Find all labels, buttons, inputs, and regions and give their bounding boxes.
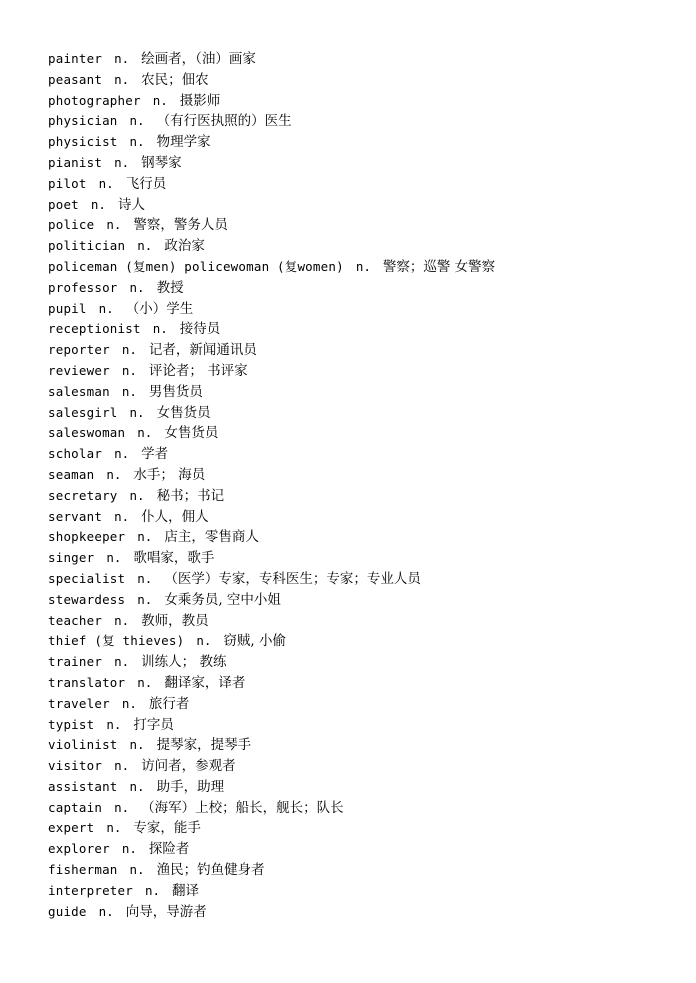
- entry-meaning: 窃贼, 小偷: [223, 633, 286, 650]
- entry-word: pilot: [48, 175, 87, 191]
- entry-pos: n.: [106, 466, 122, 482]
- entry-meaning: 打字员: [133, 716, 174, 733]
- vocab-entry: [48, 902, 668, 923]
- entry-pos: n.: [121, 383, 137, 399]
- entry-meaning: 翻译: [172, 882, 200, 899]
- entry-word: guide: [48, 903, 87, 919]
- entry-meaning: 训练人； 教练: [141, 654, 227, 671]
- entry-pos: n.: [137, 238, 153, 254]
- entry-pos: n.: [196, 633, 212, 649]
- entry-pos: n.: [114, 654, 130, 670]
- vocab-entry: [48, 798, 668, 819]
- entry-meaning: 学者: [141, 446, 169, 463]
- entry-pos: n.: [106, 820, 122, 836]
- entry-meaning: 助手，助理: [156, 778, 225, 795]
- entry-meaning: 歌唱家，歌手: [133, 550, 215, 567]
- entry-meaning: 水手； 海员: [133, 466, 206, 483]
- entry-meaning: 专家，能手: [133, 820, 201, 837]
- entry-meaning: 政治家: [164, 238, 205, 255]
- entry-meaning: 绘画者，（油）画家: [141, 51, 256, 67]
- entry-pos: n.: [114, 154, 130, 170]
- entry-pos: n.: [121, 342, 137, 358]
- entry-word: expert: [48, 820, 95, 836]
- entry-pos: n.: [129, 862, 145, 878]
- vocab-entry: [48, 174, 668, 195]
- entry-word: scholar: [48, 446, 103, 462]
- vocab-entry: [48, 465, 668, 486]
- vocab-entry: [48, 70, 668, 91]
- entry-pos: n.: [114, 758, 130, 774]
- entry-word: reporter: [48, 342, 110, 358]
- entry-meaning: 访问者，参观者: [141, 758, 236, 775]
- entry-meaning: 警察，警务人员: [133, 217, 228, 234]
- entry-pos: n.: [106, 716, 122, 732]
- entry-meaning: 店主，零售商人: [164, 529, 259, 546]
- vocab-entry: [48, 382, 668, 403]
- entry-meaning: 秘书；书记: [156, 487, 225, 504]
- entry-pos: n.: [137, 529, 153, 545]
- entry-word: specialist: [48, 570, 126, 586]
- entry-word: assistant: [48, 778, 118, 794]
- entry-pos: n.: [129, 279, 145, 295]
- vocab-entry: [48, 631, 668, 652]
- vocab-entry: [48, 652, 668, 673]
- entry-pos: n.: [121, 695, 137, 711]
- vocab-entry: [48, 319, 668, 340]
- vocab-entry: [48, 340, 668, 361]
- entry-pos: n.: [129, 487, 145, 503]
- entry-pos: n.: [106, 217, 122, 233]
- entry-pos: n.: [114, 71, 130, 87]
- entry-pos: n.: [129, 113, 145, 129]
- entry-pos: n.: [129, 778, 145, 794]
- vocab-entry: [48, 215, 668, 236]
- entry-word: physician: [48, 113, 118, 129]
- entry-word: typist: [48, 716, 95, 732]
- entry-word: fisherman: [48, 862, 118, 878]
- vocab-entry: [48, 132, 668, 153]
- entry-word: peasant: [48, 71, 103, 87]
- entry-pos: n.: [114, 51, 130, 66]
- vocab-entry: [48, 777, 668, 798]
- entry-meaning: 教师，教员: [141, 612, 209, 629]
- entry-meaning: 钢琴家: [141, 154, 182, 171]
- entry-pos: n.: [137, 425, 153, 441]
- entry-pos: n.: [114, 612, 130, 628]
- entry-pos: n.: [137, 570, 153, 586]
- entry-meaning: （医学）专家，专科医生；专家；专业人员: [164, 570, 421, 587]
- entry-word: interpreter: [48, 882, 133, 898]
- entry-pos: n.: [90, 196, 106, 212]
- entry-pos: n.: [144, 882, 161, 898]
- vocab-entry: [48, 839, 668, 860]
- entry-pos: n.: [114, 446, 130, 462]
- entry-pos: n.: [137, 674, 153, 690]
- vocabulary-list: [48, 49, 668, 922]
- entry-meaning: 飞行员: [125, 175, 167, 192]
- entry-word: violinist: [48, 737, 118, 753]
- vocab-entry: [48, 507, 668, 528]
- entry-word: salesgirl: [48, 404, 118, 420]
- entry-pos: n.: [98, 175, 114, 191]
- entry-meaning: 摄影师: [179, 92, 221, 109]
- vocab-entry: [48, 694, 668, 715]
- entry-word: physicist: [48, 134, 118, 150]
- entry-meaning: 仆人，佣人: [141, 508, 209, 525]
- vocab-entry: [48, 611, 668, 632]
- vocab-entry: [48, 881, 668, 902]
- vocab-entry: [48, 818, 668, 839]
- entry-word: shopkeeper: [48, 529, 126, 545]
- entry-meaning: 向导，导游者: [125, 903, 207, 920]
- vocab-entry: [48, 444, 668, 465]
- entry-word: servant: [48, 508, 103, 524]
- entry-word: reviewer: [48, 362, 110, 378]
- entry-pos: n.: [355, 258, 371, 274]
- entry-meaning: 记者，新闻通讯员: [148, 342, 257, 359]
- entry-pos: n.: [129, 134, 145, 150]
- entry-word: salesman: [48, 383, 110, 399]
- entry-word: visitor: [48, 758, 103, 774]
- entry-word: explorer: [48, 841, 110, 857]
- vocab-entry: [48, 91, 668, 112]
- entry-word: professor: [48, 279, 118, 295]
- entry-pos: n.: [152, 321, 168, 337]
- entry-word: police: [48, 217, 95, 233]
- vocab-entry: [48, 153, 668, 174]
- entry-word: stewardess: [48, 591, 126, 607]
- entry-word: seaman: [48, 466, 95, 482]
- entry-pos: n.: [106, 550, 122, 566]
- vocab-entry: [48, 569, 668, 590]
- entry-pos: n.: [114, 799, 130, 815]
- vocab-entry: [48, 486, 668, 507]
- vocab-entry: [48, 195, 668, 216]
- entry-word: photographer: [48, 92, 141, 108]
- entry-word: pianist: [48, 154, 103, 170]
- entry-meaning: 提琴家，提琴手: [156, 737, 252, 754]
- entry-pos: n.: [98, 903, 114, 919]
- vocab-entry: [48, 715, 668, 736]
- vocab-entry: [48, 49, 668, 70]
- entry-meaning: 物理学家: [156, 134, 211, 151]
- entry-pos: n.: [152, 92, 168, 108]
- entry-meaning: 农民；佃农: [141, 71, 209, 88]
- entry-pos: n.: [121, 362, 137, 378]
- vocab-entry: [48, 299, 668, 320]
- entry-word: traveler: [48, 695, 110, 711]
- entry-meaning: 警察；巡警 女警察: [382, 258, 496, 275]
- entry-meaning: （小）学生: [125, 300, 194, 317]
- entry-word: trainer: [48, 654, 103, 670]
- entry-word: secretary: [48, 487, 118, 503]
- entry-meaning: 女售货员: [156, 404, 211, 421]
- entry-word: teacher: [48, 612, 103, 628]
- entry-pos: n.: [114, 508, 130, 524]
- entry-meaning: 接待员: [179, 321, 221, 338]
- entry-meaning: 渔民；钓鱼健身者: [156, 862, 265, 879]
- vocab-entry: [48, 236, 668, 257]
- vocab-entry: [48, 860, 668, 881]
- vocab-entry: [48, 278, 668, 299]
- entry-meaning: 探险者: [148, 841, 190, 858]
- entry-pos: n.: [129, 404, 145, 420]
- entry-word: pupil: [48, 300, 87, 316]
- vocab-entry: [48, 673, 668, 694]
- entry-word: receptionist: [48, 321, 141, 337]
- entry-meaning: 女售货员: [164, 425, 219, 442]
- entry-meaning: （有行医执照的）医生: [156, 113, 292, 130]
- vocab-entry: [48, 111, 668, 132]
- entry-meaning: 男售货员: [148, 383, 203, 400]
- entry-meaning: 女乘务员, 空中小姐: [164, 591, 281, 608]
- entry-meaning: 旅行者: [148, 695, 190, 712]
- vocab-entry: [48, 527, 668, 548]
- entry-word: painter: [48, 51, 103, 66]
- vocab-entry: [48, 403, 668, 424]
- entry-meaning: 诗人: [117, 196, 145, 213]
- entry-word: poet: [48, 196, 79, 212]
- entry-meaning: 教授: [156, 279, 184, 296]
- entry-meaning: 翻译家，译者: [164, 674, 246, 691]
- vocab-entry: [48, 423, 668, 444]
- vocab-entry: [48, 756, 668, 777]
- vocab-entry: [48, 361, 668, 382]
- entry-meaning: 评论者； 书评家: [148, 362, 248, 379]
- entry-word: thief (复 thieves): [48, 633, 185, 649]
- entry-word: politician: [48, 238, 126, 254]
- entry-pos: n.: [98, 300, 114, 316]
- vocab-entry: [48, 548, 668, 569]
- vocab-entry: [48, 590, 668, 611]
- entry-word: saleswoman: [48, 425, 126, 441]
- entry-word: captain: [48, 799, 103, 815]
- entry-meaning: （海军）上校；船长，舰长；队长: [141, 799, 344, 816]
- vocab-entry: [48, 735, 668, 756]
- entry-word: singer: [48, 550, 95, 566]
- entry-word: policeman (复men) policewoman (复women): [48, 258, 344, 274]
- entry-word: translator: [48, 674, 126, 690]
- entry-pos: n.: [137, 591, 153, 607]
- entry-pos: n.: [129, 737, 145, 753]
- entry-pos: n.: [121, 841, 137, 857]
- vocab-entry: [48, 257, 668, 278]
